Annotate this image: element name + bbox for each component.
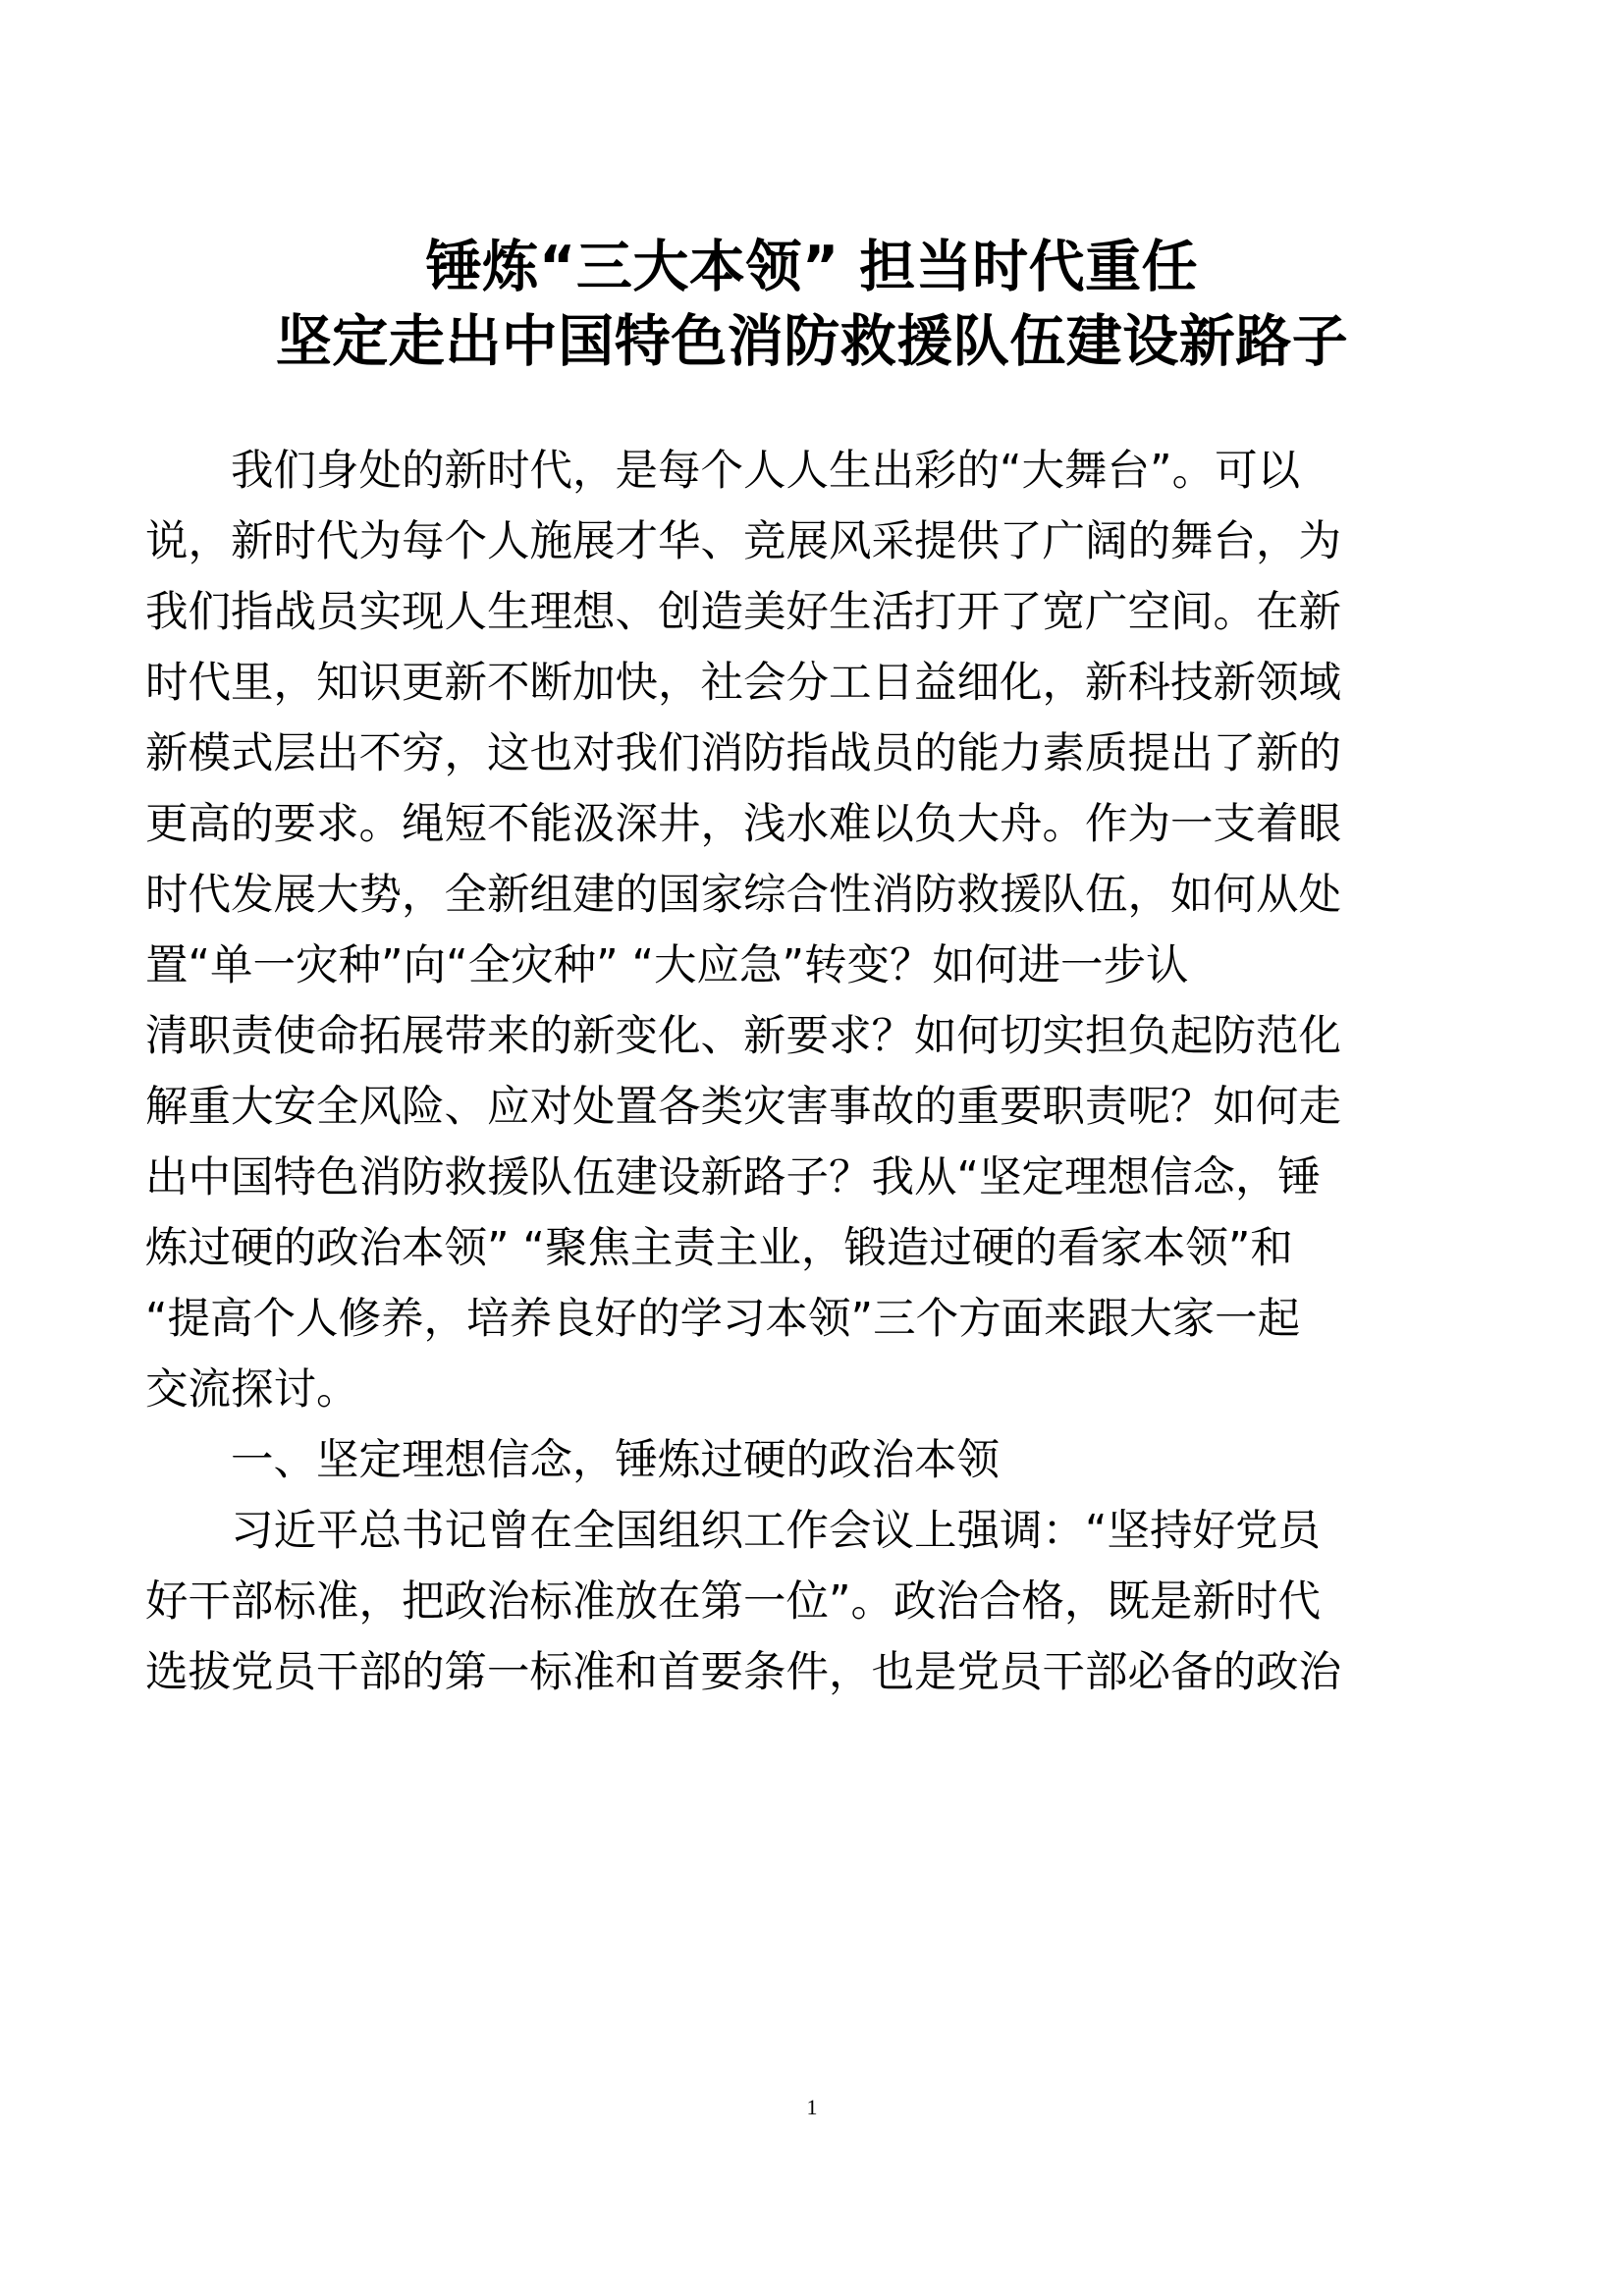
section-heading-1 [145,1425,1479,1496]
text-line: 清职责使命拓展带来的新变化、新要求？如何切实担负起防范化 [145,1012,1341,1061]
text-line: “提高个人修养，培养良好的学习本领”三个方面来跟大家一起 [145,1295,1301,1344]
text-line: 选拔党员干部的第一标准和首要条件，也是党员干部必备的政治 [145,1648,1341,1697]
paragraph-section-1-body [145,1496,1479,1708]
text-line: 我们身处的新时代，是每个人人生出彩的“大舞台”。可以 [145,447,1301,496]
page-number: 1 [806,2095,818,2119]
text-line: 出中国特色消防救援队伍建设新路子？我从“坚定理想信念，锤 [145,1153,1322,1202]
text-line: 解重大安全风险、应对处置各类灾害事故的重要职责呢？如何走 [145,1083,1341,1132]
text-line: 好干部标准，把政治标准放在第一位”。政治合格，既是新时代 [145,1577,1322,1627]
text-line: 时代里，知识更新不断加快，社会分工日益细化，新科技新领域 [145,659,1341,708]
text-line: 更高的要求。绳短不能汲深井，浅水难以负大舟。作为一支着眼 [145,800,1341,849]
text-line: 交流探讨。 [145,1365,359,1415]
document-body [145,436,1479,1708]
text-line: 置“单一灾种”向“全灾种” “大应急”转变？如何进一步认 [145,941,1189,990]
title-line-1: 锤炼“三大本领” 担当时代重任 [425,235,1199,299]
text-line: 我们指战员实现人生理想、创造美好生活打开了宽广空间。在新 [145,588,1341,637]
text-line: 炼过硬的政治本领” “聚焦主责主业，锻造过硬的看家本领”和 [145,1224,1293,1273]
paragraph-intro [145,436,1479,1425]
text-line: 习近平总书记曾在全国组织工作会议上强调：“坚持好党员 [145,1507,1322,1556]
text-line: 时代发展大势，全新组建的国家综合性消防救援队伍，如何从处 [145,871,1341,920]
title-line-2: 坚定走出中国特色消防救援队伍建设新路子 [275,309,1349,374]
text-line: 新模式层出不穷，这也对我们消防指战员的能力素质提出了新的 [145,729,1341,778]
page-content [145,147,1479,1708]
page-title [145,147,1479,379]
text-line: 一、坚定理想信念，锤炼过硬的政治本领 [145,1436,1000,1485]
text-line: 说，新时代为每个人施展才华、竞展风采提供了广阔的舞台，为 [145,517,1341,566]
